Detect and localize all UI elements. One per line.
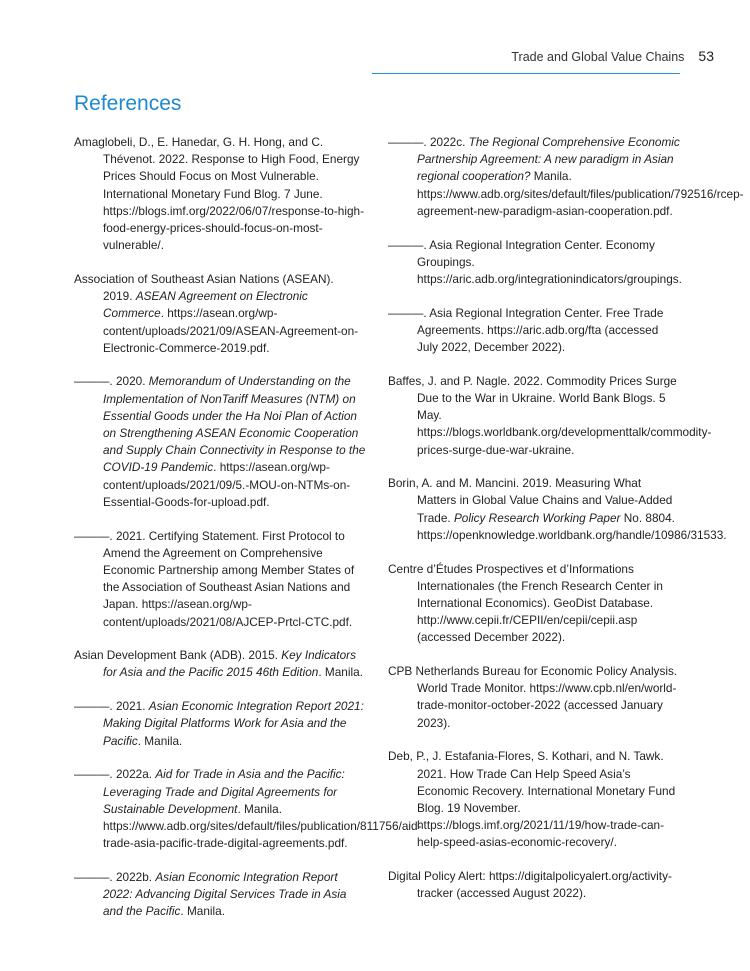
ref-text: Deb, P., J. Estafania-Flores, S. Kothari, and N. Tawk. 2021. How Trade Can Help Speed Asia’s Economic Recovery. International Monetary Fund Blog. 19 November. https://blogs.imf.org/2021/11/19/how-trade-can-help-speed-asias-economic-recovery/.: [388, 749, 676, 850]
ref-text: ———. 2022c.: [388, 135, 469, 149]
reference-entry: [74, 647, 366, 681]
references-right-column: [388, 134, 744, 919]
references-left-column: [74, 134, 422, 937]
ref-text: CPB Netherlands Bureau for Economic Policy Analysis. World Trade Monitor. https://www.cpb.nl/en/world-trade-monitor-october-2022 (accessed January 2023).: [388, 664, 678, 730]
reference-entry: [388, 237, 680, 289]
reference-entry: [388, 373, 712, 459]
ref-text: Asian Development Bank (ADB). 2015.: [74, 648, 282, 663]
ref-title-italic: The Regional Comprehensive Economic Partnership Agreement: A new paradigm in Asian regional cooperation?: [417, 135, 680, 184]
reference-entry: [388, 748, 680, 851]
ref-title-italic: ASEAN Agreement on Electronic Commerce: [103, 289, 308, 321]
ref-text: ———. Asia Regional Integration Center. Economy Groupings. https://aric.adb.org/integrationindicators/groupings.: [388, 237, 682, 286]
ref-text-tail: No. 8804. https://openknowledge.worldbank.org/handle/10986/31533.: [417, 510, 727, 542]
ref-text: Borin, A. and M. Mancini. 2019. Measuring What Matters in Global Value Chains and Value-Added Trade.: [388, 476, 673, 525]
reference-entry: [74, 528, 366, 631]
ref-text: Baffes, J. and P. Nagle. 2022. Commodity Prices Surge Due to the War in Ukraine. World Bank Blogs. 5 May. https://blogs.worldbank.org/developmenttalk/commodity-prices-surge-due-war-ukraine.: [388, 373, 712, 457]
ref-text: ———. 2022a.: [74, 767, 156, 782]
reference-entry: [388, 868, 680, 902]
ref-title-italic: Asian Economic Integration Report 2021: Making Digital Platforms Work for Asia and the Pacific: [103, 699, 364, 748]
ref-text: Association of Southeast Asian Nations (ASEAN). 2019.: [74, 271, 334, 304]
section-title: References: [74, 92, 182, 115]
ref-title-italic: Asian Economic Integration Report 2022: Advancing Digital Services Trade in Asia and the Pacific: [103, 869, 347, 919]
reference-entry: [74, 766, 422, 852]
running-header: [372, 48, 714, 64]
reference-entry: [74, 373, 366, 511]
ref-title-italic: Policy Research Working Paper: [453, 510, 621, 525]
ref-text-tail: Manila. https://www.adb.org/sites/default/files/publication/792516/rcep-agreement-new-paradigm-asian-cooperation.pdf.: [417, 169, 744, 218]
ref-title-italic: Memorandum of Understanding on the Implementation of NonTariff Measures (NTM) on Essential Goods under the Ha Noi Plan of Action on Strengthening ASEAN Economic Cooperation and Supply Chain Connectivity in Response to the COVID-19 Pandemic: [103, 374, 366, 475]
page-number: 53: [698, 48, 714, 64]
ref-text-tail: . https://asean.org/wp-content/uploads/2021/09/5.-MOU-on-NTMs-on-Essential-Goods-for-upload.pdf.: [103, 460, 351, 509]
reference-entry: [388, 475, 727, 544]
ref-text: ———. 2020.: [74, 374, 149, 389]
reference-entry: [74, 271, 366, 357]
reference-entry: [388, 134, 744, 220]
ref-text: ———. 2022b.: [74, 869, 156, 884]
ref-text: Centre d’Études Prospectives et d’Informations Internationales (the French Research Center in International Economics). GeoDist Database. http://www.cepii.fr/CEPII/en/cepii/cepii.asp (accessed December 2022).: [388, 561, 663, 645]
ref-text-tail: . Manila.: [137, 733, 183, 748]
ref-text: ———. 2021. Certifying Statement. First Protocol to Amend the Agreement on Comprehensive Economic Partnership among Member States of the Association of Southeast Asian Nations and Japan. https://asean.org/wp-content/uploads/2021/08/AJCEP-Prtcl-CTC.pdf.: [74, 528, 355, 629]
reference-entry: [74, 869, 366, 921]
reference-entry: [388, 561, 680, 647]
ref-text-tail: . https://asean.org/wp-content/uploads/2021/09/ASEAN-Agreement-on-Electronic-Commerce-2019.pdf.: [103, 306, 359, 355]
reference-entry: [74, 134, 366, 254]
ref-text-tail: . Manila.: [180, 904, 225, 919]
ref-title-italic: Aid for Trade in Asia and the Pacific: Leveraging Trade and Digital Agreements for Sustainable Development: [103, 767, 345, 816]
ref-text-tail: . Manila.: [318, 665, 363, 680]
running-title: Trade and Global Value Chains: [511, 50, 685, 64]
header-rule: [372, 73, 680, 74]
ref-text: ———. Asia Regional Integration Center. Free Trade Agreements. https://aric.adb.org/fta (accessed July 2022, December 2022).: [388, 305, 664, 355]
reference-entry: [388, 663, 680, 732]
ref-title-italic: Key Indicators for Asia and the Pacific 2015 46th Edition: [103, 648, 356, 680]
reference-entry: [74, 698, 366, 750]
ref-text: Amaglobeli, D., E. Hanedar, G. H. Hong, and C. Thévenot. 2022. Response to High Food, Energy Prices Should Focus on Most Vulnerable. International Monetary Fund Blog. 7 June. https://blogs.imf.org/2022/06/07/response-to-high-food-energy-prices-should-focus-on-most-vulnerable/.: [74, 135, 364, 253]
ref-text: Digital Policy Alert: https://digitalpolicyalert.org/activity-tracker (accessed August 2022).: [388, 869, 672, 901]
reference-entry: [388, 305, 680, 357]
ref-text: ———. 2021.: [74, 699, 149, 714]
ref-text-tail: . Manila. https://www.adb.org/sites/default/files/publication/811756/aid-trade-asia-pacific-trade-digital-agreements.pdf.: [103, 801, 422, 851]
